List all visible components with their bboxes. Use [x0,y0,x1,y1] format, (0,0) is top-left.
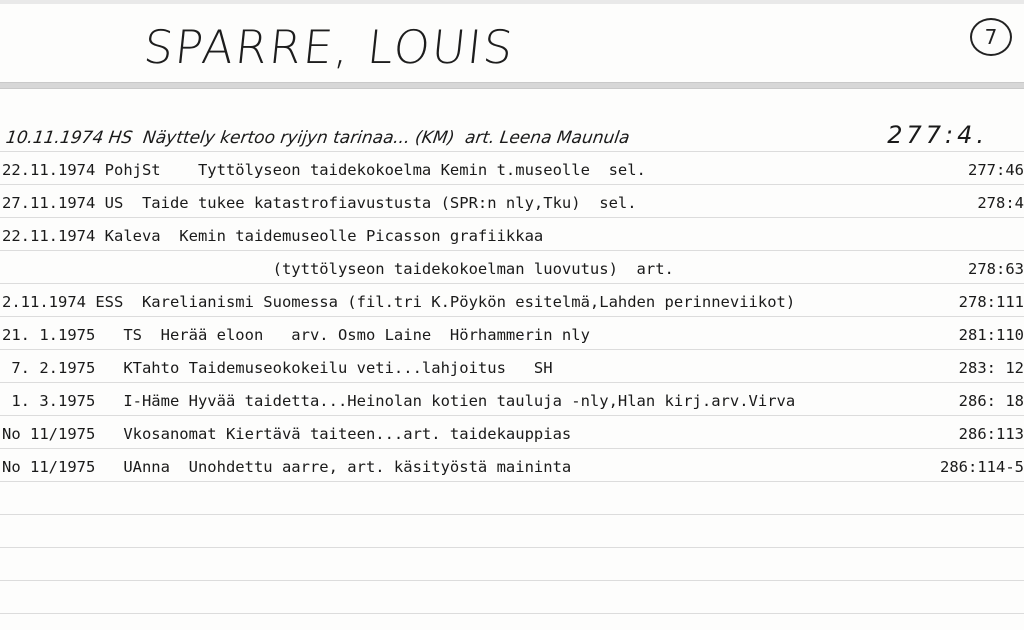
entry-text: 22.11.1974 Kaleva Kemin taidemuseolle Picasson grafiikkaa [2,227,544,245]
entry-text: 7. 2.1975 KTahto Taidemuseokokeilu veti...lahjoitus SH [2,359,553,377]
entry-reference: 286:114-5 [936,458,1024,476]
entry-reference: 286:113 [955,425,1024,443]
entry-row [0,151,1024,185]
entry-text: 2.11.1974 ESS Karelianismi Suomessa (fil.tri K.Pöykön esitelmä,Lahden perinneviikot) [2,293,796,311]
entry-reference: 278:111 [955,293,1024,311]
entry-row [0,382,1024,416]
entry-reference: 278:63 [964,260,1024,278]
entry-text: 10.11.1974 HS Näyttely kertoo ryijyn tarinaa... (KM) art. Leena Maunula [4,128,631,148]
card-top-edge [0,0,1024,4]
blank-ruled-line [0,481,1024,515]
entry-row [0,349,1024,383]
entry-reference: 283: 12 [955,359,1024,377]
entry-row [0,448,1024,482]
entry-row [0,415,1024,449]
entry-reference: 277:4. [883,121,988,149]
entry-row [0,283,1024,317]
entry-reference: 277:46 [964,161,1024,179]
entry-reference: 281:110 [955,326,1024,344]
entry-text: No 11/1975 Vkosanomat Kiertävä taiteen...art. taidekauppias [2,425,572,443]
card-heading-name: SPARRE, LOUIS [141,20,518,74]
entry-row [0,118,1024,152]
entry-text: 22.11.1974 PohjSt Tyttölyseon taidekokoelma Kemin t.museolle sel. [2,161,646,179]
entry-row [0,250,1024,284]
entry-text: (tyttölyseon taidekokoelman luovutus) art. [2,260,674,278]
entry-text: No 11/1975 UAnna Unohdettu aarre, art. käsityöstä maininta [2,458,572,476]
entry-reference: 278:4 [973,194,1024,212]
blank-ruled-line [0,580,1024,614]
blank-ruled-line [0,547,1024,581]
entry-text: 21. 1.1975 TS Herää eloon arv. Osmo Laine Hörhammerin nly [2,326,590,344]
entry-reference: 286: 18 [955,392,1024,410]
entry-row [0,184,1024,218]
entry-row [0,316,1024,350]
entry-text: 1. 3.1975 I-Häme Hyvää taidetta...Heinolan kotien tauluja -nly,Hlan kirj.arv.Virva [2,392,796,410]
entry-text: 27.11.1974 US Taide tukee katastrofiavustusta (SPR:n nly,Tku) sel. [2,194,637,212]
card-number-badge: 7 [970,18,1012,56]
blank-ruled-line [0,514,1024,548]
entry-row [0,217,1024,251]
header-divider [0,82,1024,89]
